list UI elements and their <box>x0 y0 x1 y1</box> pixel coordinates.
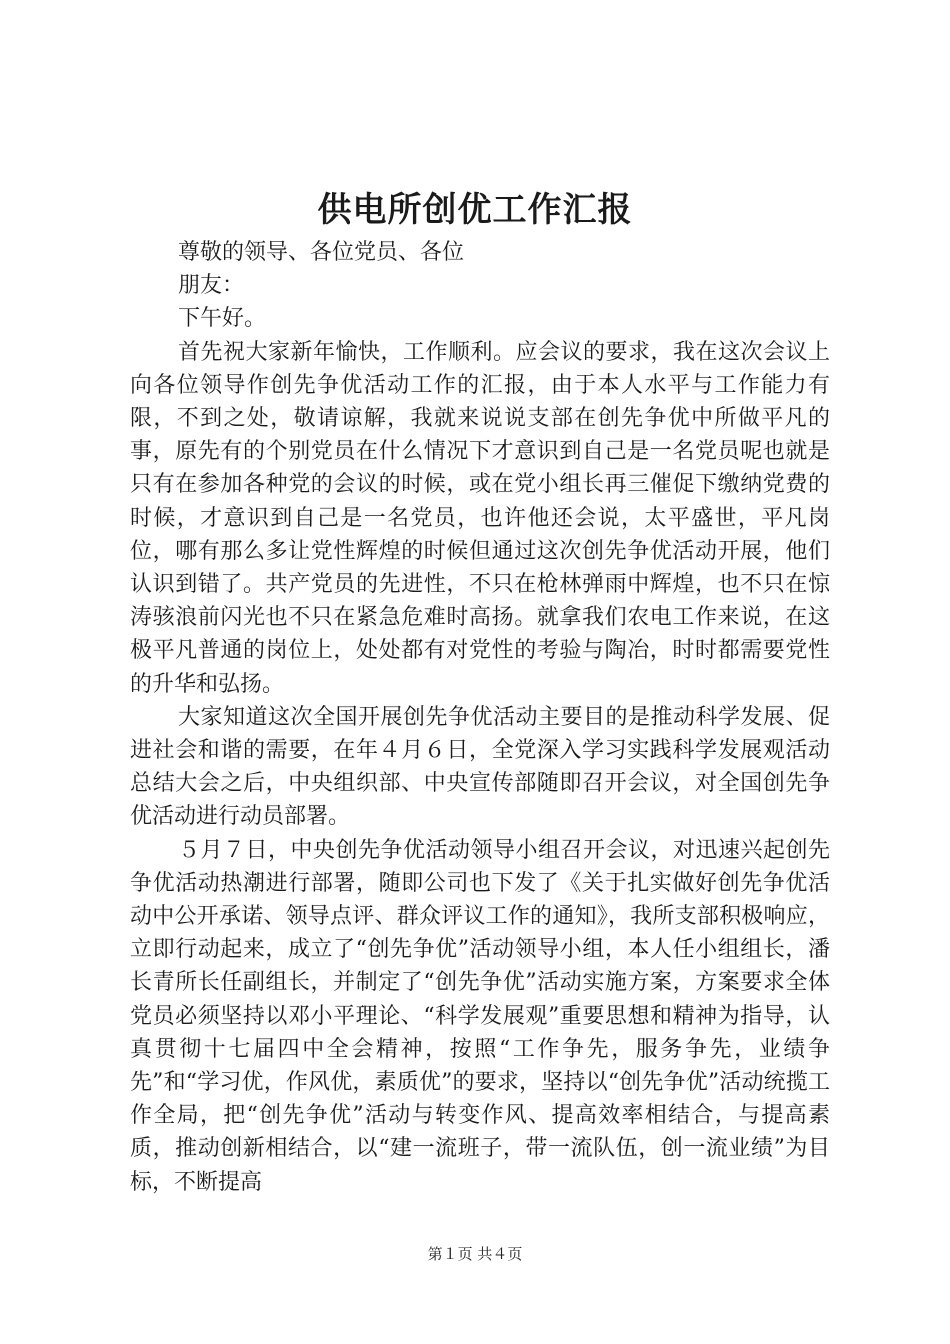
greeting-line: 下午好。 <box>178 306 267 332</box>
salutation-line: 朋友： <box>178 273 245 299</box>
paragraph: ５月７日，中央创先争优活动领导小组召开会议，对迅速兴起创先争优活动热潮进行部署，随即公司也下发了《关于扎实做好创先争优活动中公开承诺、领导点评、群众评议工作的通知》，我所支部积极响应，立即行动起来，成立了“创先争优”活动领导小组，本人任小组组长，潘长青所长任副组长，并制定了“创先争优”活动实施方案，方案要求全体党员必须坚持以邓小平理论、“科学发展观”重要思想和精神为指导，认真贯彻十七届四中全会精神，按照“工作争先，服务争先，业绩争先”和“学习优，作风优，素质优”的要求，坚持以“创先争优”活动统揽工作全局，把“创先争优”活动与转变作风、提高效率相结合，与提高素质，推动创新相结合，以“建一流班子，带一流队伍，创一流业绩”为目标，不断提高 <box>130 837 830 1195</box>
paragraph: 首先祝大家新年愉快，工作顺利。应会议的要求，我在这次会议上向各位领导作创先争优活动工作的汇报，由于本人水平与工作能力有限，不到之处，敬请谅解，我就来说说支部在创先争优中所做平凡的事，原先有的个别党员在什么情况下才意识到自己是一名党员呢也就是只有在参加各种党的会议的时候，或在党小组长再三催促下缴纳党费的时候，才意识到自己是一名党员，也许他还会说，太平盛世，平凡岗位，哪有那么多让党性辉煌的时候但通过这次创先争优活动开展，他们认识到错了。共产党员的先进性，不只在枪林弹雨中辉煌，也不只在惊涛骇浪前闪光也不只在紧急危难时高扬。就拿我们农电工作来说，在这极平凡普通的岗位上，处处都有对党性的考验与陶冶，时时都需要党性的升华和弘扬。 <box>130 339 830 697</box>
salutation-line: 尊敬的领导、各位党员、各位 <box>178 240 465 265</box>
page-footer: 第１页 共４页 <box>427 1245 523 1263</box>
document-body <box>130 236 830 1199</box>
paragraph: 大家知道这次全国开展创先争优活动主要目的是推动科学发展、促进社会和谐的需要，在年４月６日，全党深入学习实践科学发展观活动总结大会之后，中央组织部、中央宣传部随即召开会议，对全国创先争优活动进行动员部署。 <box>130 704 830 830</box>
document-title: 供电所创优工作汇报 <box>317 190 633 230</box>
